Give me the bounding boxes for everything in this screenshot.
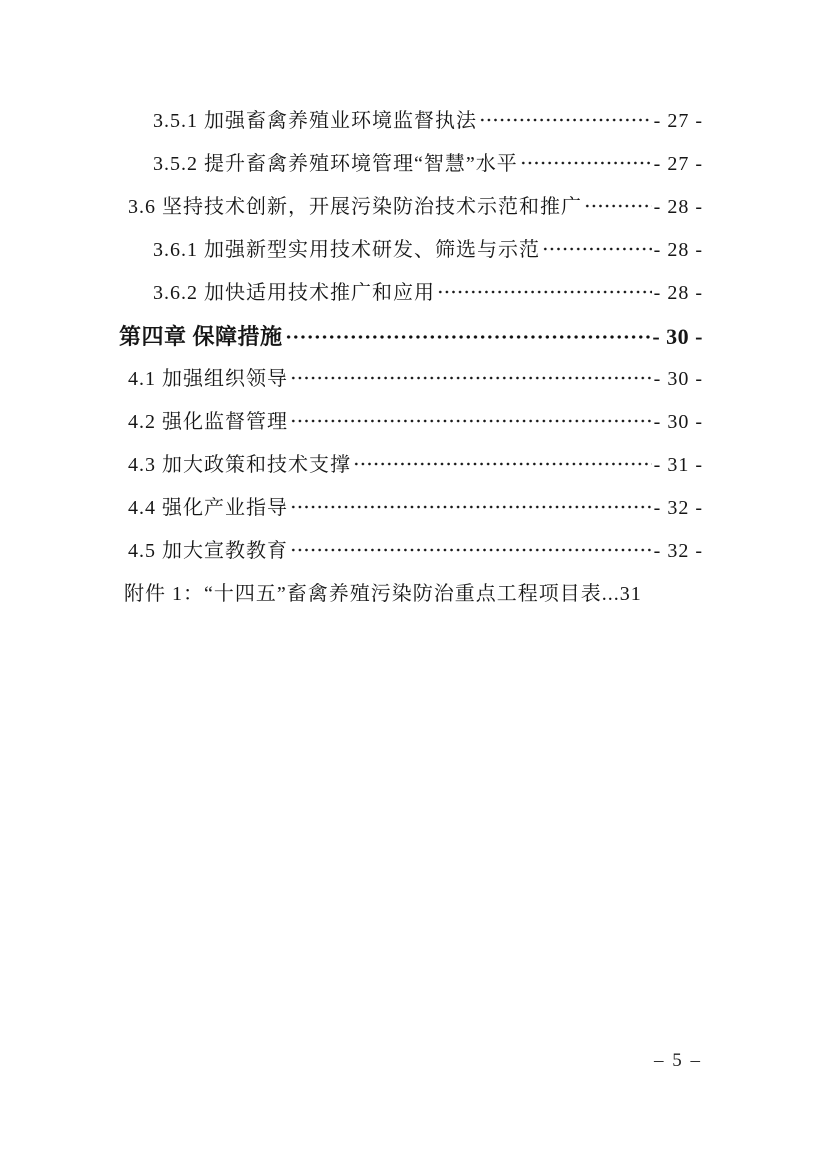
- toc-entry-label: 4.5 加大宣教教育: [128, 540, 288, 562]
- toc-entry[interactable]: [119, 229, 703, 272]
- toc-entry-label: 4.1 加强组织领导: [128, 368, 288, 390]
- toc-entry-label: 附件 1：“十四五”畜禽养殖污染防治重点工程项目表...: [124, 583, 620, 605]
- dot-leader: [290, 543, 652, 557]
- toc-entry[interactable]: [119, 530, 703, 573]
- toc-entry-label: 第四章 保障措施: [119, 324, 283, 349]
- toc-entry-label: 4.3 加大政策和技术支撑: [128, 454, 351, 476]
- dot-leader: [290, 500, 652, 514]
- toc-entry-label: 3.5.2 提升畜禽养殖环境管理“智慧”水平: [153, 153, 518, 175]
- dot-leader: [290, 414, 652, 428]
- dot-leader: [584, 199, 652, 213]
- toc-entry-attachment[interactable]: [119, 573, 703, 616]
- toc-entry-page: 31: [619, 583, 642, 605]
- toc-entry[interactable]: [119, 272, 703, 315]
- toc-entry[interactable]: [119, 487, 703, 530]
- dot-leader: [285, 330, 651, 344]
- toc-entry-chapter[interactable]: [119, 315, 703, 358]
- dot-leader: [290, 371, 652, 385]
- dot-leader: [542, 242, 652, 256]
- toc-entry-page: - 31 -: [653, 454, 703, 476]
- dot-leader: [437, 285, 652, 299]
- toc-entry[interactable]: [119, 444, 703, 487]
- toc-entry[interactable]: [119, 100, 703, 143]
- toc-entry-label: 4.4 强化产业指导: [128, 497, 288, 519]
- toc-entry-label: 3.5.1 加强畜禽养殖业环境监督执法: [153, 110, 477, 132]
- dot-leader: [479, 113, 652, 127]
- toc-entry[interactable]: [119, 143, 703, 186]
- footer-page-number: – 5 –: [654, 1050, 702, 1071]
- dot-leader: [353, 457, 652, 471]
- dot-leader: [520, 156, 652, 170]
- toc-entry-page: - 32 -: [653, 540, 703, 562]
- toc-entry-label: 3.6 坚持技术创新，开展污染防治技术示范和推广: [128, 196, 582, 218]
- toc-entry[interactable]: [119, 401, 703, 444]
- toc-entry[interactable]: [119, 186, 703, 229]
- toc-entry-page: - 30 -: [652, 324, 703, 349]
- toc-entry-page: - 27 -: [653, 110, 703, 132]
- table-of-contents: [119, 100, 703, 616]
- toc-entry-page: - 32 -: [653, 497, 703, 519]
- toc-entry-page: - 28 -: [653, 196, 703, 218]
- toc-entry[interactable]: [119, 358, 703, 401]
- toc-entry-page: - 30 -: [653, 368, 703, 390]
- toc-entry-page: - 28 -: [653, 282, 703, 304]
- page-number-footer: [654, 1050, 702, 1072]
- toc-entry-page: - 30 -: [653, 411, 703, 433]
- toc-entry-page: - 27 -: [653, 153, 703, 175]
- toc-entry-label: 4.2 强化监督管理: [128, 411, 288, 433]
- toc-entry-label: 3.6.1 加强新型实用技术研发、筛选与示范: [153, 239, 540, 261]
- toc-entry-label: 3.6.2 加快适用技术推广和应用: [153, 282, 435, 304]
- toc-entry-page: - 28 -: [653, 239, 703, 261]
